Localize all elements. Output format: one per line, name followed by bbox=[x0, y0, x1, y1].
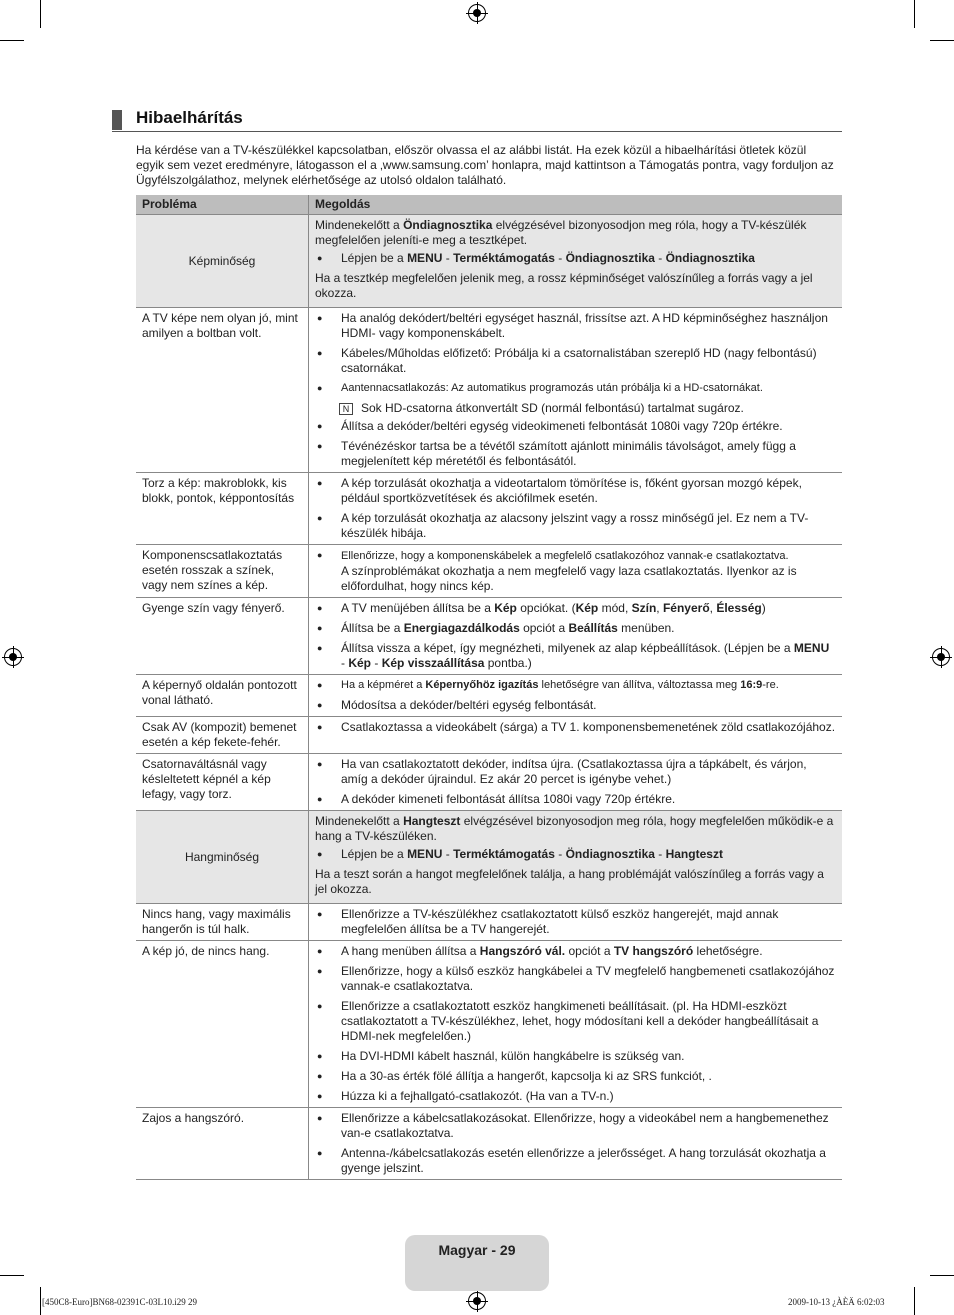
crop-mark bbox=[40, 0, 41, 28]
crop-mark bbox=[914, 1287, 915, 1315]
solution-cell bbox=[309, 545, 843, 598]
bullet-icon: ● bbox=[317, 680, 323, 690]
table-row bbox=[136, 717, 842, 754]
list-item: ● Ellenőrizze a kábelcsatlakozásokat. Ellenőrizze, hogy a videokábel nem a hangbemenethez van-e csatlakoztatva. bbox=[317, 1111, 829, 1140]
registration-mark-icon bbox=[4, 648, 22, 666]
table-row bbox=[136, 811, 842, 904]
solution-cell bbox=[309, 473, 843, 545]
list-item: ● Kábeles/Műholdas előfizető: Próbálja ki a csatornalistában szereplő HD (nagy felbontású) csatornákat. bbox=[317, 346, 817, 375]
title-marker bbox=[112, 110, 122, 130]
problem-cell: A képernyő oldalán pontozott vonal látható. bbox=[136, 675, 309, 717]
note-item: N Sok HD-csatorna átkonvertált SD (normál felbontású) tartalmat sugároz. bbox=[315, 401, 836, 416]
problem-cell: Csatornaváltásnál vagy késleltetett képnél a kép lefagy, vagy torz. bbox=[136, 754, 309, 811]
bullet-icon: ● bbox=[317, 383, 323, 393]
problem-cell: Képminőség bbox=[136, 215, 309, 308]
table-row bbox=[136, 904, 842, 941]
problem-cell: Gyenge szín vagy fényerő. bbox=[136, 598, 309, 675]
list-item: ● Ha a 30-as érték fölé állítja a hangerőt, kapcsolja ki az SRS funkciót, . bbox=[317, 1069, 712, 1083]
list-item: ● Ha van csatlakoztatott dekóder, indítsa újra. (Csatlakoztassa újra a tápkábelt, és várjon, amíg a dekóder újraindul. Ez akár 20 percet is igénybe vehet.) bbox=[317, 757, 807, 786]
table-row bbox=[136, 215, 842, 308]
table-row bbox=[136, 754, 842, 811]
list-item: ● Ellenőrizze a TV-készülékhez csatlakoztatott külső eszköz hangerejét, majd annak megfelelően állítsa be a TV hangerejét. bbox=[317, 907, 779, 936]
crop-mark bbox=[0, 40, 24, 41]
intro-paragraph: Ha kérdése van a TV-készülékkel kapcsolatban, először olvassa el az alábbi listát. Ha ezek közül a hibaelhárítási ötletek közül egyik sem vezet eredményre, látogasson el a ‚www.samsung.com’ honlapra, majd kattintson a Támogatás pontra, vagy forduljon az Ügyfélszolgálathoz, melynek elérhetősége az utolsó oldalon található. bbox=[136, 143, 834, 187]
bullet-icon: ● bbox=[317, 603, 323, 613]
problem-cell: Csak AV (kompozit) bemenet esetén a kép fekete-fehér. bbox=[136, 717, 309, 754]
problem-cell: Zajos a hangszóró. bbox=[136, 1108, 309, 1180]
bullet-icon: ● bbox=[317, 1071, 323, 1081]
list-item: ● Ellenőrizze, hogy a külső eszköz hangkábelei a TV megfelelő hangbemeneti csatlakozójához vannak-e csatlakoztatva. bbox=[317, 964, 835, 993]
list-item: ● Ha a képméret a Képernyőhöz igazítás lehetőségre van állítva, változtassa meg 16:9-re. bbox=[317, 679, 779, 691]
solution-text: Ha a teszt során a hangot megfelelőnek találja, a hang problémáját valószínűleg a forrás vagy a jel okozza. bbox=[315, 867, 824, 896]
bullet-icon: ● bbox=[317, 478, 323, 488]
list-item: ● Állítsa be a Energiagazdálkodás opciót a Beállítás menüben. bbox=[317, 621, 675, 635]
list-item: ● Ellenőrizze a csatlakoztatott eszköz hangkimeneti beállításait. (pl. Ha HDMI-eszközt csatlakoztatott a TV-készülékhez, lehet, hogy módosítani kell a dekóder hangbeállításait a HDMI-nek megfelelően.) bbox=[317, 999, 819, 1043]
registration-mark-icon bbox=[468, 4, 486, 22]
list-item: ● A kép torzulását okozhatja az alacsony jelszint vagy a rossz minőségű jel. Ez nem a TV-készülék hibája. bbox=[317, 511, 809, 540]
list-item: ● Ellenőrizze, hogy a komponenskábelek a megfelelő csatlakozóhoz vannak-e csatlakoztatva. A színproblémákat okozhatja a nem megfelelő vagy laza csatlakoztatás. Ilyenkor az is előfordulhat, hogy nincs kép. bbox=[317, 550, 797, 593]
solution-cell bbox=[309, 598, 843, 675]
bullet-icon: ● bbox=[317, 722, 323, 732]
problem-cell: Nincs hang, vagy maximális hangerőn is túl halk. bbox=[136, 904, 309, 941]
solution-cell bbox=[309, 1108, 843, 1180]
solution-cell bbox=[309, 904, 843, 941]
list-item: ● Csatlakoztassa a videokábelt (sárga) a TV 1. komponensbemenetének zöld csatlakozójához. bbox=[317, 720, 836, 734]
table-row bbox=[136, 1108, 842, 1180]
bullet-icon: ● bbox=[317, 909, 323, 919]
list-item: ● Lépjen be a MENU - Terméktámogatás - Öndiagnosztika - Öndiagnosztika bbox=[317, 251, 755, 265]
solution-text: Ha a tesztkép megfelelően jelenik meg, a rossz képminőséget valószínűleg a forrás vagy a jel okozza. bbox=[315, 271, 813, 300]
note-icon: N bbox=[339, 403, 353, 415]
bullet-icon: ● bbox=[317, 1091, 323, 1101]
registration-mark-icon bbox=[932, 648, 950, 666]
list-item: ● Lépjen be a MENU - Terméktámogatás - Öndiagnosztika - Hangteszt bbox=[317, 847, 723, 861]
crop-mark bbox=[914, 0, 915, 28]
header-solution: Megoldás bbox=[309, 195, 843, 215]
list-item: ● Aantennacsatlakozás: Az automatikus programozás után próbálja ki a HD-csatornákat. bbox=[317, 382, 763, 394]
solution-cell bbox=[309, 308, 843, 473]
table-row bbox=[136, 473, 842, 545]
page-number: Magyar - 29 bbox=[438, 1242, 516, 1258]
table-row bbox=[136, 598, 842, 675]
problem-cell: Torz a kép: makroblokk, kis blokk, pontok, képpontosítás bbox=[136, 473, 309, 545]
registration-mark-icon bbox=[468, 1292, 486, 1310]
bullet-icon: ● bbox=[317, 966, 323, 976]
bullet-icon: ● bbox=[317, 643, 323, 653]
table-header-row bbox=[136, 195, 842, 215]
bullet-icon: ● bbox=[317, 700, 323, 710]
problem-cell: Komponenscsatlakoztatás esetén rosszak a színek, vagy nem színes a kép. bbox=[136, 545, 309, 598]
solution-cell bbox=[309, 811, 843, 904]
list-item: ● A hang menüben állítsa a Hangszóró vál. opciót a TV hangszóró lehetőségre. bbox=[317, 944, 763, 958]
problem-cell: Hangminőség bbox=[136, 811, 309, 904]
bullet-icon: ● bbox=[317, 759, 323, 769]
list-item: ● Módosítsa a dekóder/beltéri egység felbontását. bbox=[317, 698, 597, 712]
list-item: ● Tévénézéskor tartsa be a tévétől számított ajánlott minimális távolságot, amely függ a megjelenített kép méretétől és felbontásától. bbox=[317, 439, 796, 468]
list-item: ● Ha analóg dekódert/beltéri egységet használ, frissítse azt. A HD képminőséghez használjon HDMI- vagy komponenskábelt. bbox=[317, 311, 828, 340]
crop-mark bbox=[930, 1275, 954, 1276]
list-item: ● Ha DVI-HDMI kábelt használ, külön hangkábelre is szükség van. bbox=[317, 1049, 685, 1063]
bullet-icon: ● bbox=[317, 1001, 323, 1011]
solution-text: Mindenekelőtt a Öndiagnosztika elvégzésével bizonyosodjon meg róla, hogy a TV-készülék megfelelően jeleníti-e meg a tesztképet. bbox=[315, 218, 807, 247]
crop-mark bbox=[0, 1275, 24, 1276]
list-item: ● Húzza ki a fejhallgató-csatlakozót. (Ha van a TV-n.) bbox=[317, 1089, 614, 1103]
bullet-icon: ● bbox=[317, 313, 323, 323]
bullet-icon: ● bbox=[317, 849, 323, 859]
bullet-icon: ● bbox=[317, 1051, 323, 1061]
list-item: ● Antenna-/kábelcsatlakozás esetén ellenőrizze a jelerősséget. A hang torzulását okozhatja a gyenge jelszint. bbox=[317, 1146, 826, 1175]
crop-mark bbox=[40, 1287, 41, 1315]
crop-mark bbox=[930, 40, 954, 41]
bullet-icon: ● bbox=[317, 513, 323, 523]
list-item: ● A TV menüjében állítsa be a Kép opciókat. (Kép mód, Szín, Fényerő, Élesség) bbox=[317, 601, 766, 615]
bullet-icon: ● bbox=[317, 794, 323, 804]
title-divider bbox=[112, 131, 842, 132]
bullet-icon: ● bbox=[317, 253, 323, 263]
solution-cell bbox=[309, 675, 843, 717]
print-slug-right: 2009-10-13 ¿ÀÈÄ 6:02:03 bbox=[788, 1297, 885, 1307]
troubleshooting-table bbox=[136, 195, 842, 1180]
header-problem: Probléma bbox=[136, 195, 309, 215]
bullet-icon: ● bbox=[317, 348, 323, 358]
bullet-icon: ● bbox=[317, 550, 323, 560]
list-item: ● Állítsa a dekóder/beltéri egység videokimeneti felbontását 1080i vagy 720p értékre. bbox=[317, 419, 783, 433]
table-row bbox=[136, 308, 842, 473]
solution-text: Mindenekelőtt a Hangteszt elvégzésével bizonyosodjon meg róla, hogy megfelelően működik-e a hang a TV-készüléken. bbox=[315, 814, 834, 843]
bullet-icon: ● bbox=[317, 1148, 323, 1158]
bullet-icon: ● bbox=[317, 441, 323, 451]
list-item: ● A dekóder kimeneti felbontását állítsa 1080i vagy 720p értékre. bbox=[317, 792, 676, 806]
table-row bbox=[136, 675, 842, 717]
table-row bbox=[136, 941, 842, 1108]
print-slug-left: [450C8-Euro]BN68-02391C-03L10.i29 29 bbox=[42, 1297, 197, 1307]
table-row bbox=[136, 545, 842, 598]
bullet-icon: ● bbox=[317, 623, 323, 633]
bullet-icon: ● bbox=[317, 421, 323, 431]
solution-cell bbox=[309, 215, 843, 308]
bullet-icon: ● bbox=[317, 1113, 323, 1123]
page-title: Hibaelhárítás bbox=[136, 108, 243, 127]
solution-cell bbox=[309, 717, 843, 754]
list-item: ● A kép torzulását okozhatja a videotartalom tömörítése is, főként gyorsan mozgó képek, például sportközvetítések és akciófilmek esetén. bbox=[317, 476, 802, 505]
solution-cell bbox=[309, 754, 843, 811]
solution-cell bbox=[309, 941, 843, 1108]
problem-cell: A kép jó, de nincs hang. bbox=[136, 941, 309, 1108]
bullet-icon: ● bbox=[317, 946, 323, 956]
list-item: ● Állítsa vissza a képet, így megnézheti, milyenek az alap képbeállítások. (Lépjen be a MENU - Kép - Kép visszaállítása pontba.) bbox=[317, 641, 830, 670]
problem-cell: A TV képe nem olyan jó, mint amilyen a boltban volt. bbox=[136, 308, 309, 473]
